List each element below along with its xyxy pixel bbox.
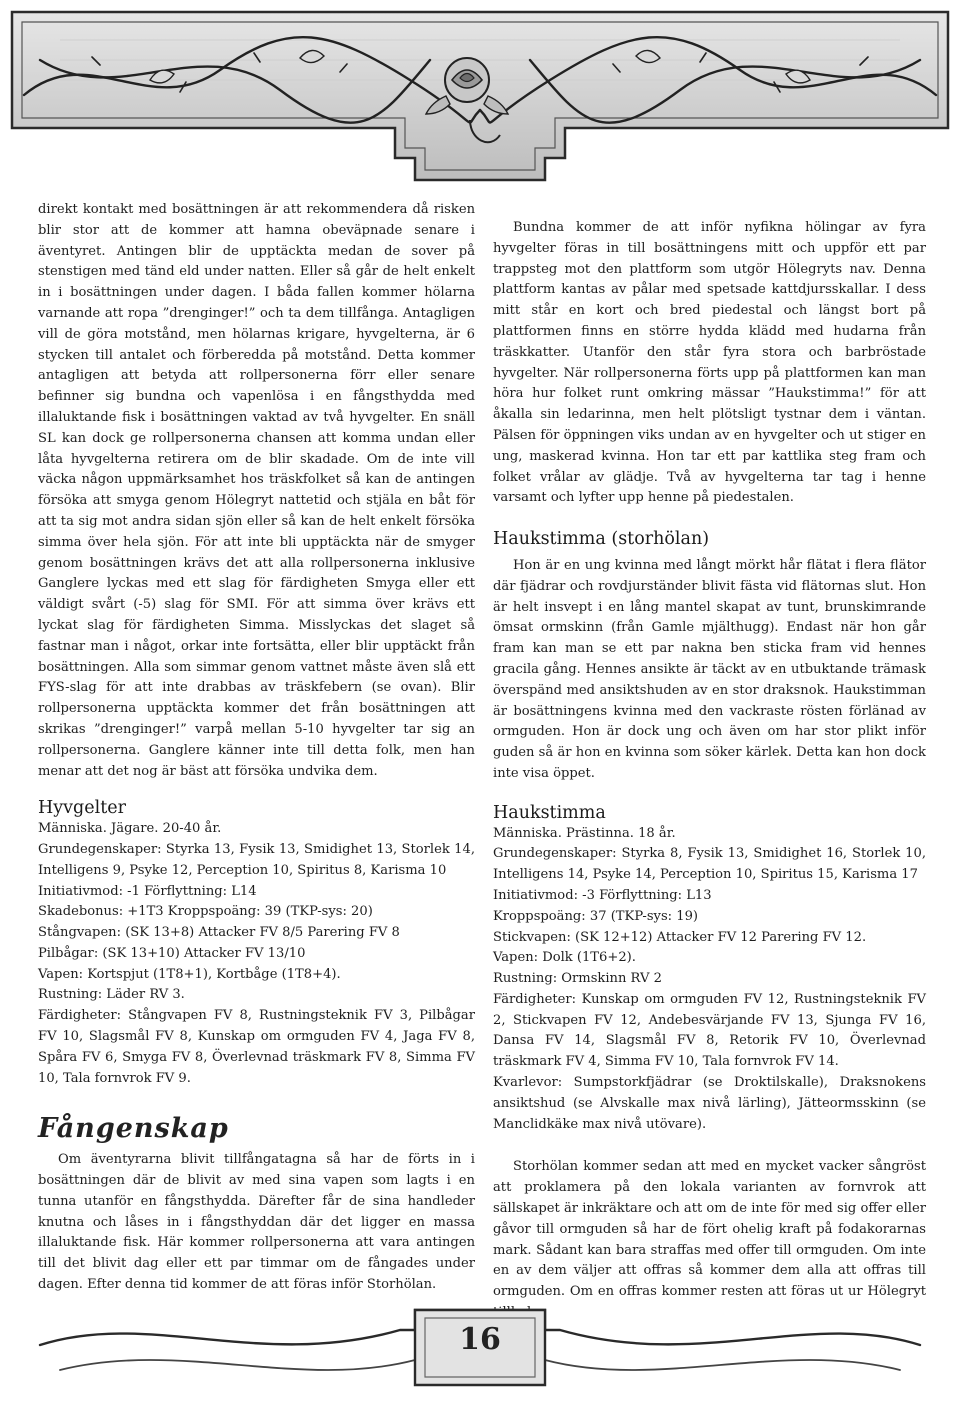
haukstimma-heading: Haukstimma	[493, 802, 606, 823]
stat-line: Vapen: Kortspjut (1T8+1), Kortbåge (1T8+4).	[38, 966, 341, 982]
stat-line: Människa. Prästinna. 18 år.	[493, 825, 676, 841]
haukstimma-storholan-heading: Haukstimma (storhölan)	[493, 529, 710, 550]
stat-line: Skadebonus: +1T3 Kroppspoäng: 39 (TKP-sys: 20)	[38, 904, 373, 920]
stat-line: Rustning: Läder RV 3.	[38, 987, 185, 1003]
stat-line: Stångvapen: (SK 13+8) Attacker FV 8/5 Parering FV 8	[38, 925, 400, 941]
fangenskap-title: Fångenskap	[38, 1113, 229, 1145]
page-number: 16	[459, 1322, 501, 1357]
stat-line: Initiativmod: -1 Förflyttning: L14	[38, 883, 257, 899]
left-column	[38, 200, 475, 1296]
stat-line: Vapen: Dolk (1T6+2).	[493, 950, 636, 966]
stat-line: Rustning: Ormskinn RV 2	[493, 971, 662, 987]
stat-line: Grundegenskaper: Styrka 13, Fysik 13, Smidighet 13, Storlek 14, Intelligens 9, Psyke 12, Perception 10, Spiritus 8, Karisma 10	[38, 841, 475, 878]
hyvgelter-statblock	[38, 819, 475, 1089]
stat-line: Färdigheter: Stångvapen FV 8, Rustningsteknik FV 3, Pilbågar FV 10, Slagsmål FV 8, Kunskap om ormguden FV 4, Jaga FV 8, Spåra FV 6, Smyga FV 8, Överlevnad träskmark FV 8, Simma FV 10, Tala fornvrok FV 9.	[38, 1008, 475, 1086]
stat-line: Initiativmod: -3 Förflyttning: L13	[493, 887, 712, 903]
stat-line: Kvarlevor: Sumpstorkfjädrar (se Droktilskalle), Draksnokens ansiktshud (se Alvskalle max nivå lärling), Jätteormsskinn (se Manclidkäke max nivå utövare).	[493, 1075, 926, 1132]
right-column	[493, 218, 926, 1324]
intro-paragraph: direkt kontakt med bosättningen är att rekommendera då risken blir stor att de kommer att hamna obeväpnade senare i äventyret. Antingen blir de upptäckta medan de sover på stenstigen med tänd eld under natten. Eller så går de helt enkelt in i bosättningen under dagen. I båda fallen kommer hölarna varnande att ropa ”drenginger!” och ta dem tillfånga. Antagligen vill de göra motstånd, men hölarnas krigare, hyvgelterna, är 6 stycken till antalet och förberedda på motstånd. Detta kommer antagligen att betyda att rollpersonerna förr eller senare befinner sig bundna och vapenlösa i en fångsthydda med illaluktande fisk i bosättningen vaktad av två hyvgelter. En snäll SL kan dock ge rollpersonerna chansen att komma undan eller låta hyvgelterna retirera om de blir skadade. Om de inte vill väcka någon uppmärksamhet hos träskfolket så kan de antingen försöka att smyga genom Hölegryt nattetid och stjäla en båt för att ta sig mot andra sidan sjön eller så kan de helt enkelt försöka simma över hela sjön. För att inte bli upptäckta när de smyger genom bosättningen krävs det att alla rollpersonerna inklusive Ganglere lyckas med ett slag för färdigheten Smyga eller ett väldigt svårt (-5) slag för SMI. För att simma över krävs ett lyckat slag för färdigheten Simma. Misslyckas det slaget så fastnar man i något, orkar inte fortsätta, eller blir upptäckt från bosättningen. Alla som simmar genom vattnet måste även slå ett FYS-slag för att inte drabbas av träskfebern (se ovan). Blir rollpersonerna upptäckta kommer det från bosättningen att skrikas ”drenginger!” varpå mellan 5-10 hyvgelter tar sig an rollpersonerna. Ganglere känner inte till detta folk, men han menar att det nog är bäst att försöka undvika dem.	[38, 202, 475, 779]
stat-line: Färdigheter: Kunskap om ormguden FV 12, Rustningsteknik FV 2, Stickvapen FV 12, Andebesvärjande FV 13, Sjunga FV 16, Dansa FV 14, Slagsmål FV 8, Retorik FV 10, Överlevnad träskmark FV 4, Simma FV 10, Tala fornvrok FV 14.	[493, 991, 926, 1070]
haukstimma-statblock	[493, 824, 926, 1136]
header-banner	[0, 0, 960, 190]
stat-line: Människa. Jägare. 20-40 år.	[38, 821, 222, 837]
hyvgelter-heading: Hyvgelter	[38, 798, 126, 819]
intro-paragraph: Bundna kommer de att inför nyfikna hölingar av fyra hyvgelter föras in till bosättningens mitt och uppför ett par trappsteg mot den plattform som utgör Hölegryts nav. Denna plattform kantas av pålar med spetsade kattdjursskallar. I dess mitt står en kort och bred piedestal och längst bort på plattformen finns en större hydda klädd med hudarna från träskkatter. Utanför den står fyra stora och barbröstade hyvgelter. När rollpersonerna förts upp på plattformen kan man höra hur folket runt omkring mässar ”Haukstimma!” för att åkalla sin ledarinna, men helt plötsligt tystnar dem i väntan. Pälsen för öppningen viks undan av en hyvgelter och ut stiger en ung, maskerad kvinna. Hon tar ett par kattlika steg fram och folket vrålar av glädje. Två av hyvgelterna tar tag i henne varsamt och lyfter upp henne på piedestalen.	[493, 220, 926, 506]
haukstimma-description: Hon är en ung kvinna med långt mörkt hår flätat i flera flätor där fjädrar och rovdjurständer blivit fästa vid flätornas slut. Hon är helt insvept i en lång mantel skapat av tunt, brunskimrande ömsat ormskinn (från Gamle mjälthugg). Endast när hon går fram kan man se ett par nakna ben sticka fram vid hennes gracila gång. Hennes ansikte är täckt av en utbuktande trämask överspänd med ansiktshuden av en stor draksnok. Haukstimman är bosättningens kvinna med den vackraste rösten förlänad av ormguden. Hon är dock ung och även om har stor plikt inför guden så är hon en kvinna som söker kärlek. Detta kan hon dock inte visa öppet.	[493, 557, 926, 781]
stat-line: Pilbågar: (SK 13+10) Attacker FV 13/10	[38, 945, 306, 961]
stat-line: Grundegenskaper: Styrka 8, Fysik 13, Smidighet 16, Storlek 10, Intelligens 14, Psyke 14, Perception 10, Spiritus 15, Karisma 17	[493, 846, 926, 883]
fangenskap-paragraph: Om äventyrarna blivit tillfångatagna så har de förts in i bosättningen där de blivit av med sina vapen som lagts i en tunna utanför en fångsthydda. Därefter får de sina handleder knutna och låses in i fångsthyddan där det ligger en massa illaluktande fisk. Här kommer rollpersonerna att vara antingen till det blivit dag eller ett par timmar om de fångades under dagen. Efter denna tid kommer de att föras inför Storhölan.	[38, 1152, 475, 1293]
stat-line: Stickvapen: (SK 12+12) Attacker FV 12 Parering FV 12.	[493, 929, 867, 945]
stat-line: Kroppspoäng: 37 (TKP-sys: 19)	[493, 908, 699, 924]
closing-paragraph: Storhölan kommer sedan att med en mycket vacker sångröst att proklamera på den lokala varianten av fornvrok att sällskapet är inkräktare och att om de inte för med sig offer eller gåvor till ormguden så har de fört ohelig kraft på fodakorarnas mark. Sådant kan bara straffas med offer till ormguden. Om inte en av dem väljer att offras så kommer dem alla att offras till ormguden. Om en offras kommer resten att föras ut ur Hölegryt	[493, 1159, 926, 1300]
